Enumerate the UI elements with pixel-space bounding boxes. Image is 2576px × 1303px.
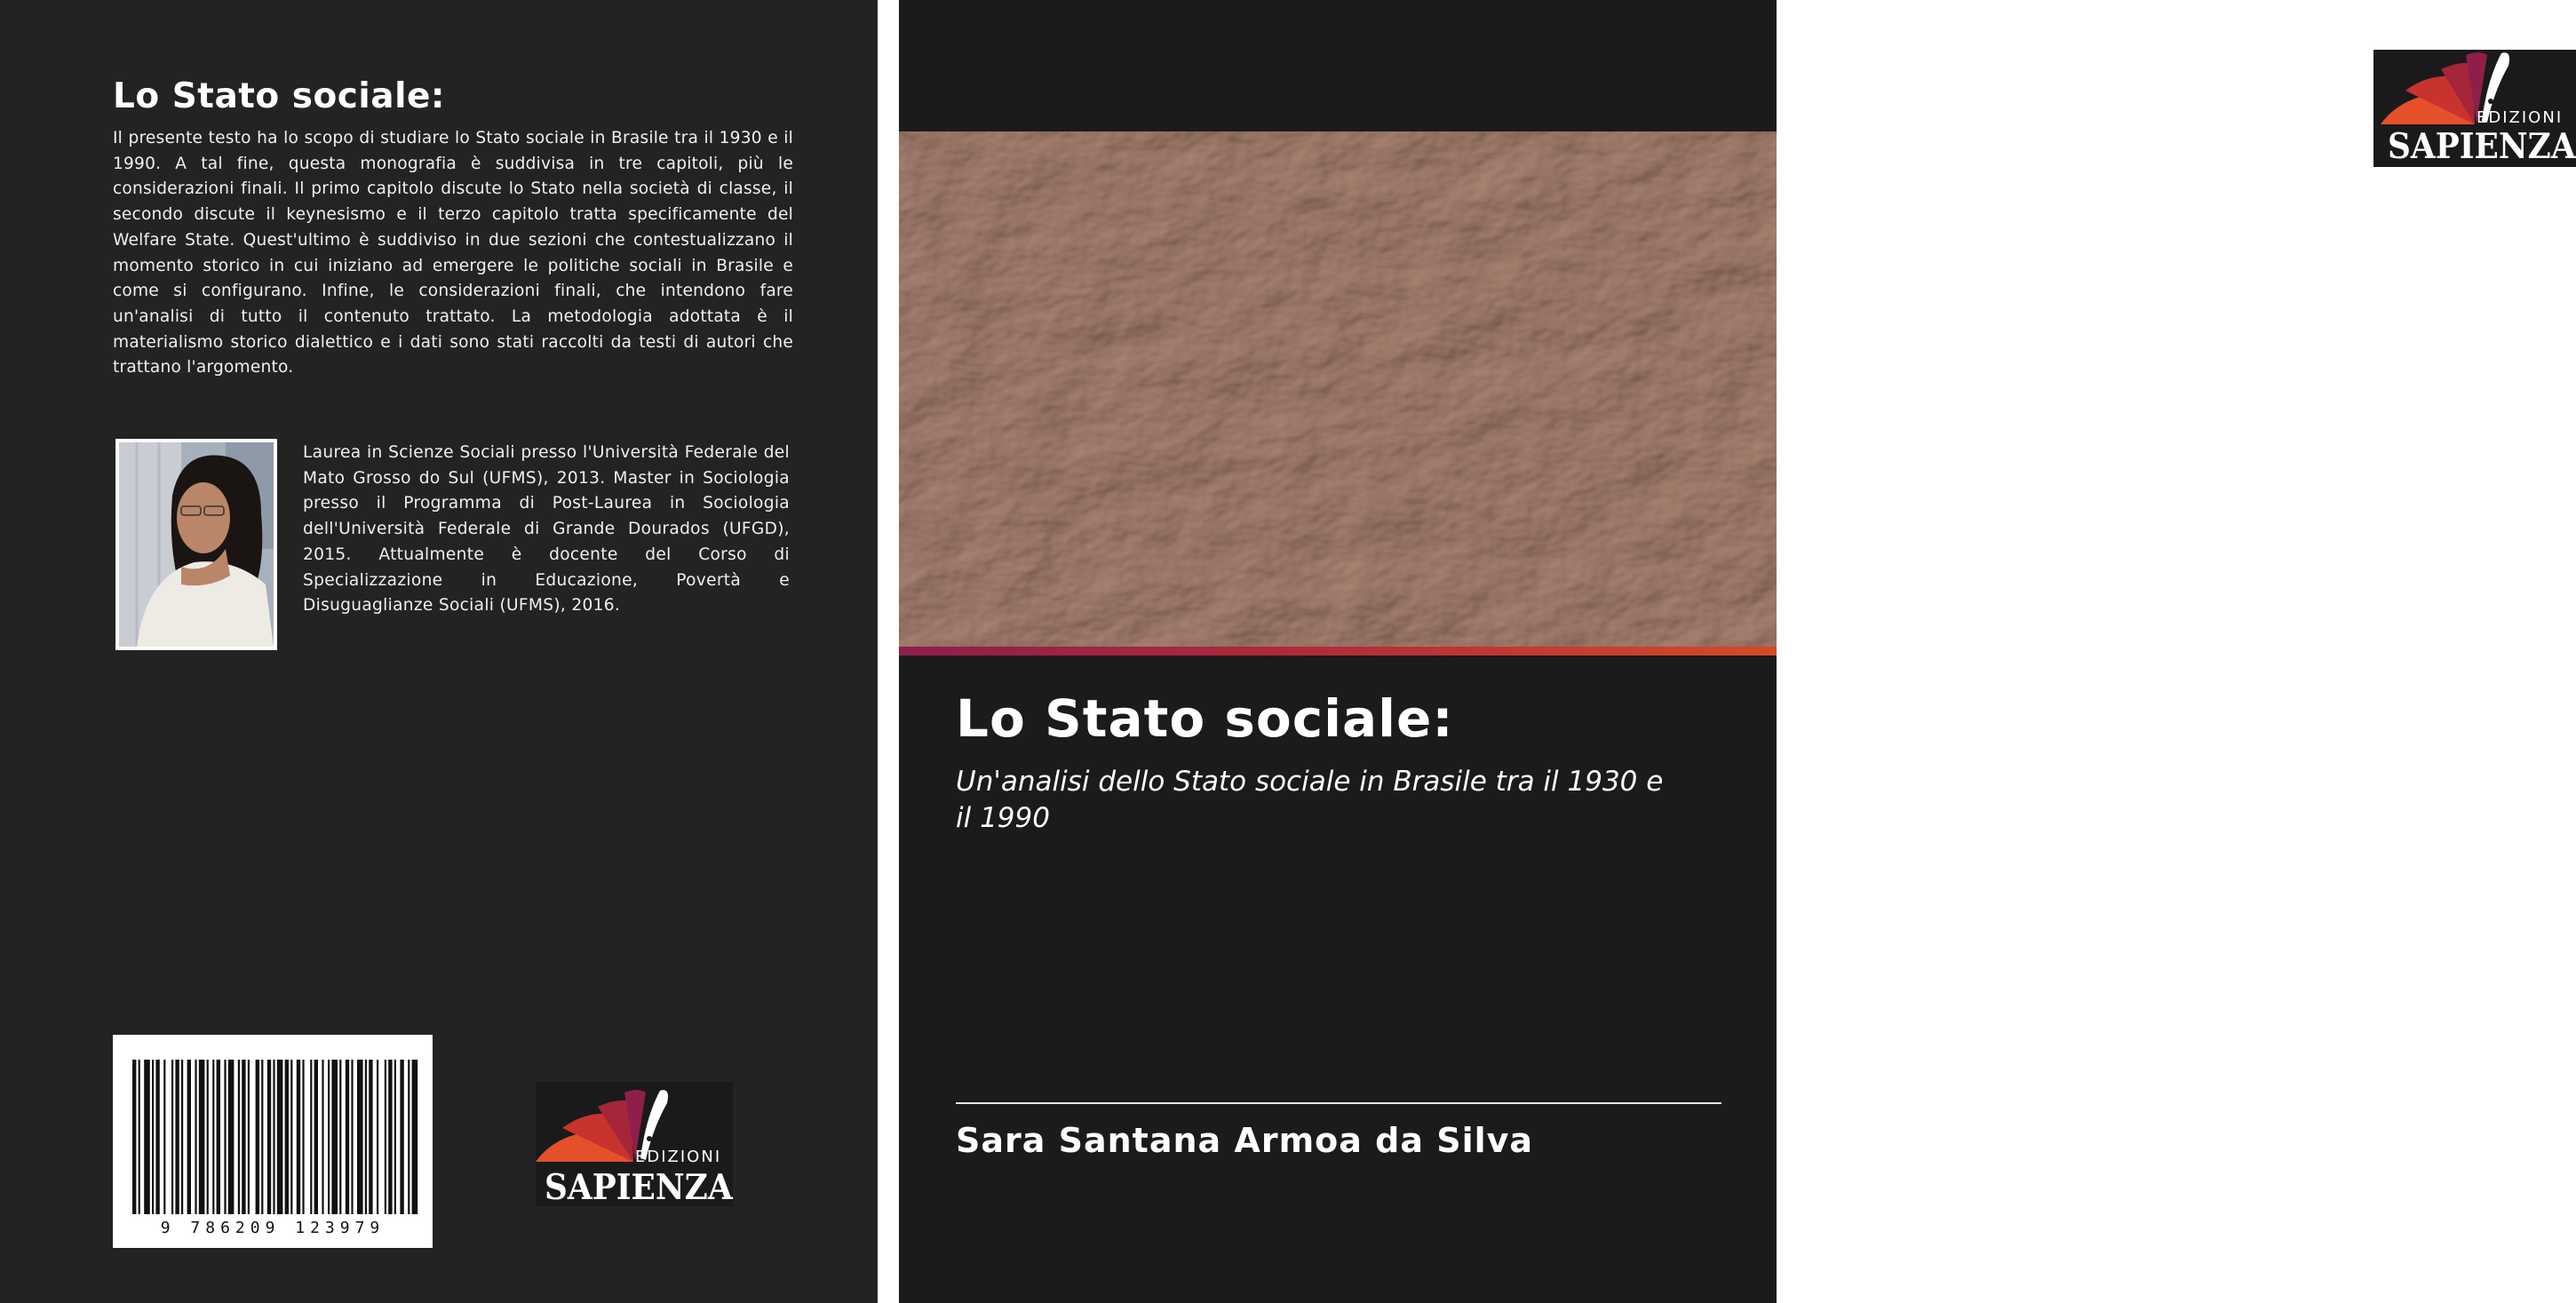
- isbn-digits: 9 786209 123979: [160, 1219, 386, 1237]
- author-bio: Laurea in Scienze Sociali presso l'Università Federale del Mato Grosso do Sul (UFMS), 2013. Master in Sociologia presso il Programma di Post-Laurea in Sociologia dell'Università Federale di Grande Dourados (UFGD), 2015. Attualmente è docente del Corso di Specializzazione in Educazione, Povertà e Disuguaglianze Sociali (UFMS), 2016.: [303, 443, 790, 616]
- publisher-logo-sapienza: SAPIENZA: [545, 1167, 733, 1208]
- crumpled-paper-image: [899, 131, 1777, 647]
- front-cover: [899, 0, 2576, 1303]
- back-cover-blurb: Il presente testo ha lo scopo di studiare lo Stato sociale in Brasile tra il 1930 e il 1990. A tal fine, questa monografia è suddivisa in tre capitoli, più le considerazioni finali. Il primo capitolo discute lo Stato nella società di classe, il secondo discute il keynesismo e il terzo capitolo tratta specificamente del Welfare State. Quest'ultimo è suddiviso in due sezioni che contestualizzano il momento storico in cui iniziano ad emergere le politiche sociali in Brasile e come si configurano. Infine, le considerazioni finali, che intendono fare un'analisi di tutto il contenuto trattato. La metodologia adottata è il materialismo storico dialettico e i dati sono stati raccolti da testi di autori che trattano l'argomento.: [113, 129, 793, 377]
- author-photo: [115, 439, 277, 650]
- divider-line: [956, 1102, 1721, 1104]
- publisher-logo-sapienza: SAPIENZA: [2388, 126, 2576, 167]
- accent-stripe: [899, 647, 1777, 655]
- back-cover-title: Lo Stato sociale:: [113, 76, 446, 116]
- publisher-logo: [536, 1082, 733, 1206]
- isbn-barcode: [113, 1035, 433, 1248]
- spine: [878, 0, 899, 1303]
- publisher-logo-edizioni: EDIZIONI: [2477, 108, 2564, 127]
- back-cover: [0, 0, 878, 1303]
- book-subtitle: Un'analisi dello Stato sociale in Brasile tra il 1930 e il 1990: [956, 766, 1664, 834]
- publisher-logo: [2373, 50, 2576, 167]
- book-title: Lo Stato sociale:: [956, 688, 1454, 749]
- barcode-bars: [113, 1035, 433, 1221]
- book-author: Sara Santana Armoa da Silva: [956, 1121, 1534, 1160]
- publisher-logo-edizioni: EDIZIONI: [635, 1148, 722, 1166]
